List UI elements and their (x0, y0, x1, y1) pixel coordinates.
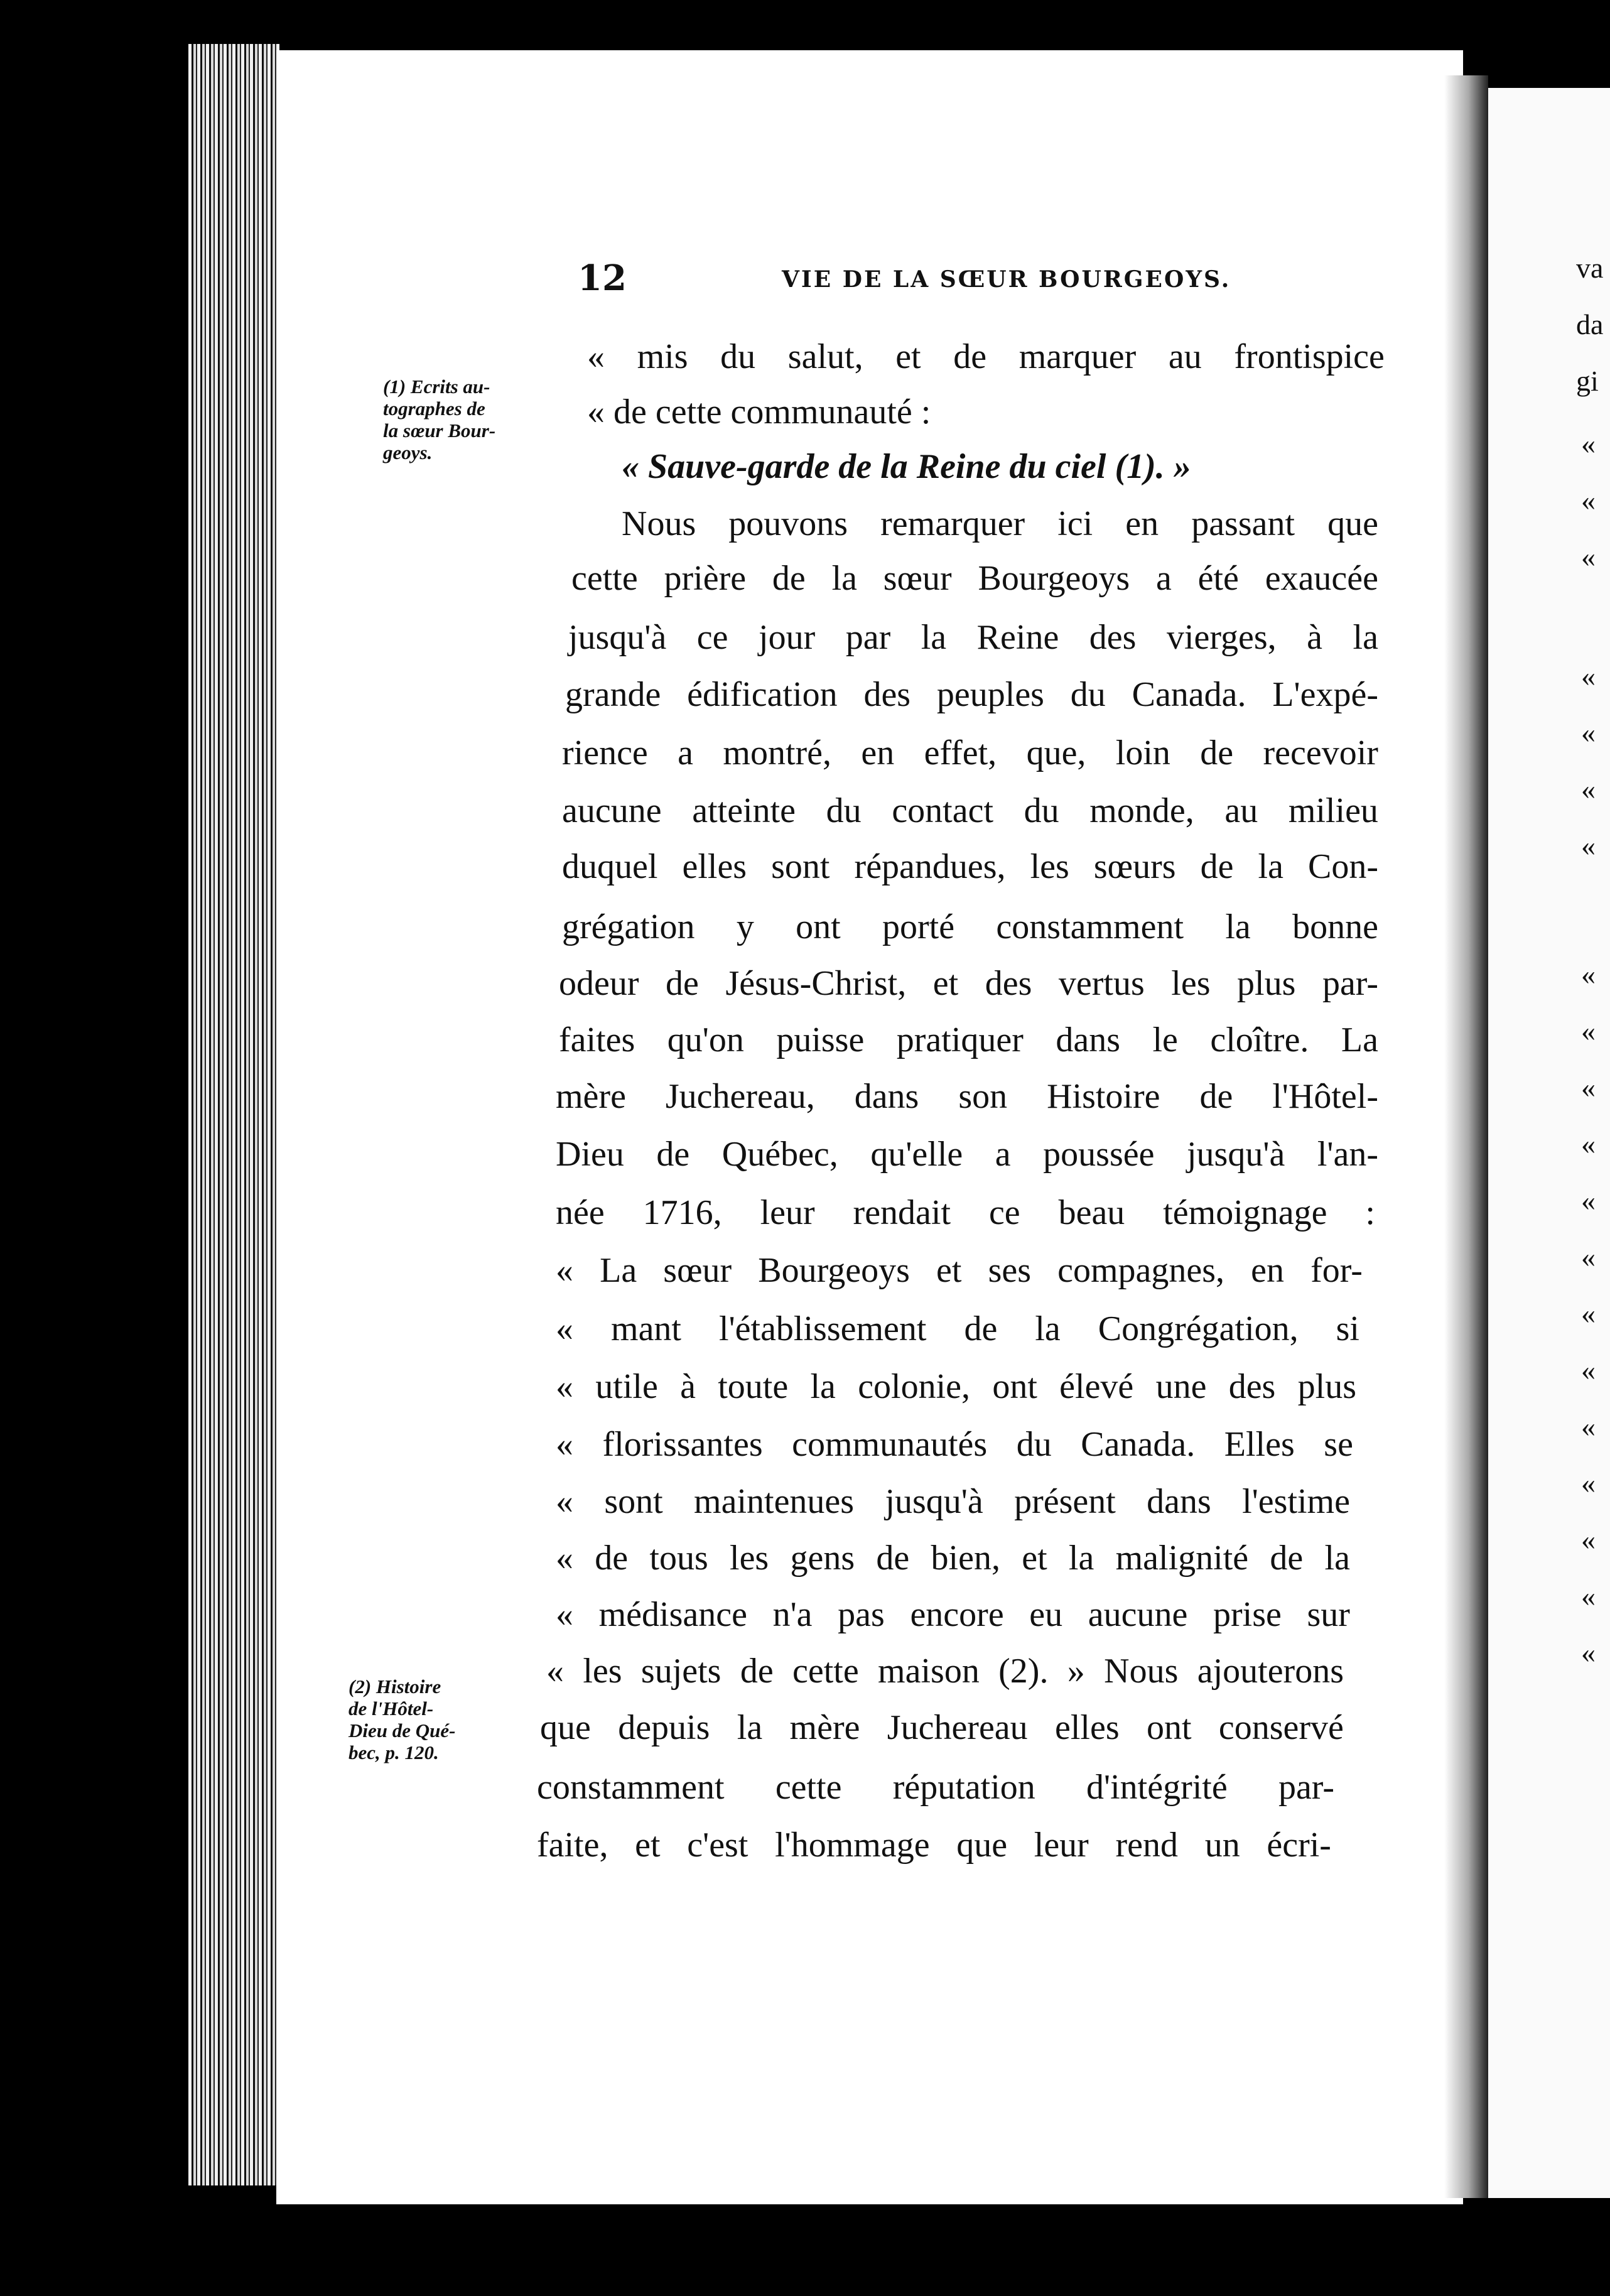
body-line: « mant l'établissement de la Congrégation, si (556, 1309, 1359, 1348)
body-line: « de tous les gens de bien, et la malignité de la (556, 1539, 1350, 1578)
facing-page-text: « (1581, 717, 1596, 749)
facing-page-text: « (1581, 773, 1596, 805)
facing-page-text: « (1581, 1580, 1596, 1612)
margin-note-line: Dieu de Qué- (348, 1719, 456, 1742)
body-line: rience a montré, en effet, que, loin de recevoir (562, 734, 1378, 772)
margin-note-line: de l'Hôtel- (348, 1698, 434, 1720)
body-line: Dieu de Québec, qu'elle a poussée jusqu'à l'an- (556, 1135, 1378, 1174)
margin-note-line: tographes de (383, 398, 485, 420)
body-line: « florissantes communautés du Canada. Elles se (556, 1425, 1353, 1464)
running-head (578, 257, 1231, 308)
facing-page-text: « (1581, 1637, 1596, 1669)
facing-page-text: « (1581, 1184, 1596, 1216)
facing-page-text: « (1581, 1354, 1596, 1386)
body-line: « de cette communauté : (587, 393, 931, 431)
running-title: VIE DE LA SŒUR BOURGEOYS. (782, 266, 1231, 293)
facing-page-text: « (1581, 1467, 1596, 1499)
facing-page-text: « (1581, 1241, 1596, 1273)
facing-page-text: « (1581, 660, 1596, 692)
body-line: née 1716, leur rendait ce beau témoignage : (556, 1193, 1375, 1232)
body-line: que depuis la mère Juchereau elles ont conservé (540, 1708, 1344, 1747)
margin-note-line: la sœur Bour- (383, 420, 496, 442)
facing-page-fragment (1488, 88, 1610, 2198)
body-line: « utile à toute la colonie, ont élevé une des plus (556, 1367, 1356, 1406)
body-line: duquel elles sont répandues, les sœurs de la Con- (562, 847, 1378, 886)
facing-page-text: « (1581, 958, 1596, 990)
facing-page-text: « (1581, 1128, 1596, 1160)
facing-page-text: « (1581, 1071, 1596, 1103)
body-line: « mis du salut, et de marquer au frontispice (587, 337, 1385, 376)
body-line: « les sujets de cette maison (2). » Nous ajouterons (546, 1652, 1344, 1691)
book-page-edges (188, 44, 279, 2185)
body-line: « Sauve-garde de la Reine du ciel (1). » (622, 447, 1191, 486)
margin-note-1 (383, 376, 565, 463)
body-line: constamment cette réputation d'intégrité par- (537, 1768, 1334, 1807)
facing-page-text: da (1576, 308, 1604, 340)
facing-page-text: gi (1576, 365, 1599, 397)
facing-page-text: « (1581, 1297, 1596, 1329)
facing-page-text: « (1581, 1015, 1596, 1047)
page-number: 12 (578, 257, 627, 299)
body-line: aucune atteinte du contact du monde, au milieu (562, 791, 1378, 830)
margin-note-line: geoys. (383, 441, 433, 464)
facing-page-text: « (1581, 428, 1596, 460)
body-line: « La sœur Bourgeoys et ses compagnes, en for- (556, 1251, 1363, 1290)
body-line: cette prière de la sœur Bourgeoys a été exaucée (571, 559, 1378, 598)
body-line: grégation y ont porté constamment la bonne (562, 907, 1378, 946)
facing-page-text: « (1581, 541, 1596, 573)
margin-note-line: bec, p. 120. (348, 1741, 439, 1764)
body-line: faite, et c'est l'hommage que leur rend un écri- (537, 1826, 1331, 1865)
margin-note-line: (1) Ecrits au- (383, 376, 490, 398)
facing-page-text: va (1576, 252, 1604, 284)
body-line: faites qu'on puisse pratiquer dans le cloître. La (559, 1021, 1378, 1059)
facing-page-text: « (1581, 1524, 1596, 1556)
body-line: jusqu'à ce jour par la Reine des vierges, à la (568, 618, 1378, 657)
body-line: grande édification des peuples du Canada. L'expé- (565, 675, 1378, 714)
body-line: Nous pouvons remarquer ici en passant que (622, 504, 1378, 543)
facing-page-text: « (1581, 1411, 1596, 1443)
margin-note-2 (348, 1676, 524, 1763)
gutter-shadow (1444, 75, 1488, 2198)
body-line: « sont maintenues jusqu'à présent dans l'estime (556, 1482, 1350, 1521)
facing-page-text: « (1581, 830, 1596, 862)
body-line: odeur de Jésus-Christ, et des vertus les plus par- (559, 964, 1378, 1003)
body-line: mère Juchereau, dans son Histoire de l'Hôtel- (556, 1077, 1378, 1116)
facing-page-text: « (1581, 484, 1596, 516)
margin-note-line: (2) Histoire (348, 1676, 441, 1698)
body-line: « médisance n'a pas encore eu aucune prise sur (556, 1595, 1350, 1634)
